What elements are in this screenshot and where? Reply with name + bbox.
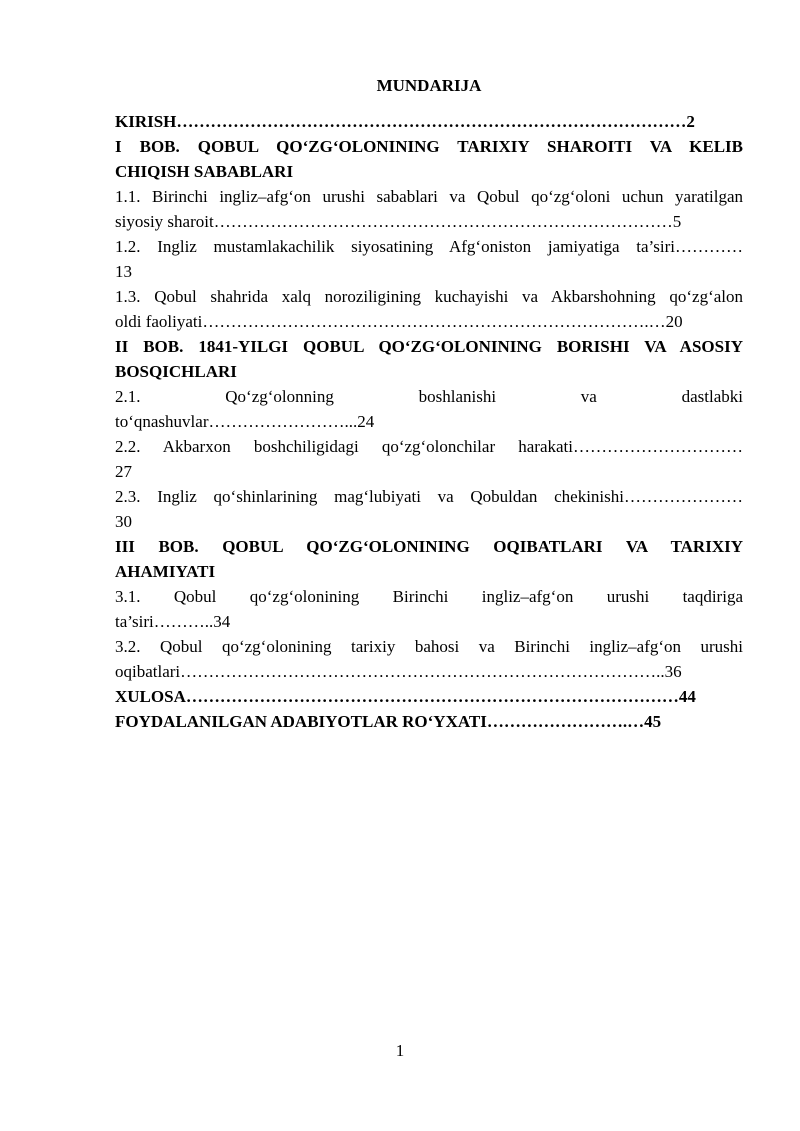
toc-entry-s2-1	[115, 384, 743, 434]
toc-line: 30	[115, 512, 132, 531]
toc-line: oldi faoliyati…………………………………………………………………….…20	[115, 312, 683, 331]
table-of-contents	[115, 109, 743, 734]
toc-line: 1.1. Birinchi ingliz–afg‘on urushi sabablari va Qobul qo‘zg‘oloni uchun yaratilgan	[115, 187, 743, 206]
toc-line: to‘qnashuvlar……………………...24	[115, 412, 375, 431]
toc-line: XULOSA……………………………………………………………………………44	[115, 687, 696, 706]
toc-entry-s3-1	[115, 584, 743, 634]
page-number: 1	[395, 1041, 405, 1060]
toc-line: BOSQICHLARI	[115, 362, 237, 381]
toc-entry-bob3	[115, 534, 743, 584]
toc-entry-s1-3	[115, 284, 743, 334]
toc-line: FOYDALANILGAN ADABIYOTLAR RO‘YXATI…………………….…45	[115, 712, 662, 731]
toc-line: 13	[115, 262, 132, 281]
toc-line: 1.2. Ingliz mustamlakachilik siyosatining Afg‘oniston jamiyatiga ta’siri…………	[115, 237, 743, 256]
toc-entry-s1-1	[115, 184, 743, 234]
page-title: MUNDARIJA	[376, 76, 482, 95]
toc-line: II BOB. 1841-YILGI QOBUL QO‘ZG‘OLONINING BORISHI VA ASOSIY	[115, 337, 743, 356]
toc-entry-bob1	[115, 134, 743, 184]
toc-entry-adabiyot	[115, 709, 743, 734]
toc-line: 2.3. Ingliz qo‘shinlarining mag‘lubiyati va Qobuldan chekinishi…………………	[115, 487, 743, 506]
toc-entry-xulosa	[115, 684, 743, 709]
toc-line: 27	[115, 462, 132, 481]
toc-line: CHIQISH SABABLARI	[115, 162, 294, 181]
toc-line: ta’siri………..34	[115, 612, 231, 631]
document-page	[115, 76, 743, 734]
toc-line: 3.1. Qobul qo‘zg‘olonining Birinchi ingliz–afg‘on urushi taqdiriga	[115, 587, 743, 606]
toc-line: KIRISH………………………………………………………………………………2	[115, 112, 695, 131]
toc-line: III BOB. QOBUL QO‘ZG‘OLONINING OQIBATLARI VA TARIXIY	[115, 537, 743, 556]
toc-line: 3.2. Qobul qo‘zg‘olonining tarixiy bahosi va Birinchi ingliz–afg‘on urushi	[115, 637, 743, 656]
toc-line: siyosiy sharoit………………………………………………………………………5	[115, 212, 682, 231]
toc-entry-s1-2	[115, 234, 743, 284]
toc-entry-s2-3	[115, 484, 743, 534]
toc-line: 2.2. Akbarxon boshchiligidagi qo‘zg‘olonchilar harakati…………………………	[115, 437, 743, 456]
toc-entry-kirish	[115, 109, 743, 134]
toc-entry-bob2	[115, 334, 743, 384]
toc-line: oqibatlari…………………………………………………………………………..36	[115, 662, 682, 681]
toc-line: 2.1. Qo‘zg‘olonning boshlanishi va dastlabki	[115, 387, 743, 406]
toc-entry-s3-2	[115, 634, 743, 684]
toc-line: I BOB. QOBUL QO‘ZG‘OLONINING TARIXIY SHAROITI VA KELIB	[115, 137, 743, 156]
toc-entry-s2-2	[115, 434, 743, 484]
toc-line: AHAMIYATI	[115, 562, 216, 581]
toc-line: 1.3. Qobul shahrida xalq noroziligining kuchayishi va Akbarshohning qo‘zg‘alon	[115, 287, 743, 306]
